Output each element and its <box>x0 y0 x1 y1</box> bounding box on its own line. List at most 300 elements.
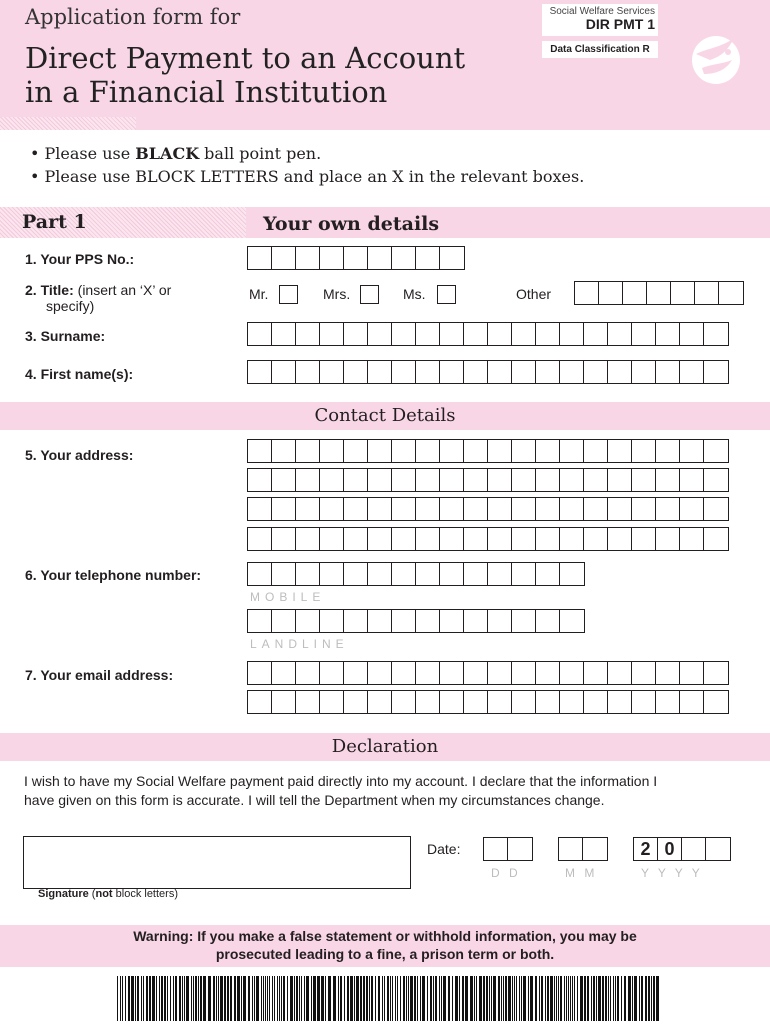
character-box[interactable] <box>272 440 296 462</box>
barcode-bar <box>256 976 259 1021</box>
character-box[interactable] <box>608 323 632 345</box>
character-box[interactable] <box>440 662 464 684</box>
character-box[interactable] <box>560 323 584 345</box>
character-box[interactable] <box>647 282 671 304</box>
character-box[interactable] <box>671 282 695 304</box>
character-box[interactable] <box>559 838 583 860</box>
character-box[interactable] <box>632 361 656 383</box>
character-box[interactable] <box>695 282 719 304</box>
mobile-hint: MOBILE <box>250 590 326 604</box>
landline-number-field[interactable] <box>247 609 585 633</box>
character-box[interactable] <box>680 440 704 462</box>
character-box[interactable] <box>368 361 392 383</box>
barcode-bar <box>164 976 166 1021</box>
character-box[interactable] <box>608 498 632 520</box>
character-box[interactable] <box>296 361 320 383</box>
character-box[interactable] <box>632 440 656 462</box>
character-box[interactable] <box>272 247 296 269</box>
character-box[interactable] <box>392 691 416 713</box>
character-box[interactable] <box>344 323 368 345</box>
character-box[interactable] <box>320 498 344 520</box>
character-box[interactable] <box>536 323 560 345</box>
character-box[interactable] <box>440 691 464 713</box>
character-box[interactable] <box>248 662 272 684</box>
character-box[interactable] <box>344 361 368 383</box>
character-box[interactable] <box>656 361 680 383</box>
character-box[interactable] <box>488 361 512 383</box>
character-box[interactable] <box>272 563 296 585</box>
character-box[interactable] <box>584 469 608 491</box>
first-names-field[interactable] <box>247 360 729 384</box>
character-box[interactable] <box>368 323 392 345</box>
mobile-number-field[interactable] <box>247 562 585 586</box>
character-box[interactable] <box>392 469 416 491</box>
barcode-bar <box>274 976 275 1021</box>
barcode-bar <box>272 976 273 1021</box>
barcode-bar <box>505 976 507 1021</box>
character-box[interactable] <box>656 691 680 713</box>
character-box[interactable] <box>416 563 440 585</box>
character-box[interactable] <box>536 563 560 585</box>
form-title-line1: Direct Payment to an Account <box>25 41 466 75</box>
character-box[interactable] <box>704 691 728 713</box>
character-box[interactable] <box>488 691 512 713</box>
character-box[interactable] <box>560 563 584 585</box>
barcode-bar <box>608 976 609 1021</box>
character-box[interactable] <box>623 282 647 304</box>
character-box[interactable] <box>320 563 344 585</box>
barcode-bar <box>443 976 446 1021</box>
character-box[interactable] <box>392 498 416 520</box>
character-box[interactable] <box>560 610 584 632</box>
barcode-bar <box>146 976 148 1021</box>
character-box[interactable] <box>368 691 392 713</box>
barcode-bar <box>408 976 409 1021</box>
character-box[interactable] <box>536 528 560 550</box>
barcode-bar <box>237 976 240 1021</box>
character-box[interactable] <box>344 528 368 550</box>
character-box[interactable] <box>575 282 599 304</box>
character-box[interactable] <box>632 528 656 550</box>
barcode-bar <box>317 976 320 1021</box>
character-box[interactable] <box>656 528 680 550</box>
barcode-bar <box>378 976 380 1021</box>
character-box[interactable] <box>248 247 272 269</box>
character-box[interactable] <box>320 440 344 462</box>
character-box[interactable] <box>488 440 512 462</box>
character-box[interactable] <box>440 498 464 520</box>
character-box[interactable] <box>632 498 656 520</box>
character-box[interactable] <box>464 323 488 345</box>
character-box[interactable] <box>440 469 464 491</box>
character-box[interactable] <box>536 440 560 462</box>
character-box[interactable] <box>464 563 488 585</box>
date-year-field[interactable] <box>633 837 731 861</box>
character-box[interactable] <box>416 610 440 632</box>
character-box[interactable] <box>488 563 512 585</box>
character-box[interactable] <box>296 323 320 345</box>
character-box[interactable] <box>632 469 656 491</box>
character-box[interactable] <box>704 440 728 462</box>
character-box[interactable] <box>584 662 608 684</box>
character-box[interactable] <box>296 498 320 520</box>
warning-line2: prosecuted leading to a fine, a prison term or both. <box>215 946 555 962</box>
barcode-bar <box>417 976 418 1021</box>
barcode-bar <box>294 976 295 1021</box>
barcode-bar <box>634 976 637 1021</box>
character-box[interactable] <box>536 469 560 491</box>
character-box[interactable] <box>440 323 464 345</box>
character-box[interactable] <box>680 469 704 491</box>
barcode-bar <box>301 976 302 1021</box>
barcode-bar <box>234 976 236 1021</box>
character-box[interactable] <box>296 691 320 713</box>
address-line-3[interactable] <box>247 497 729 521</box>
character-box[interactable] <box>344 691 368 713</box>
character-box[interactable] <box>560 469 584 491</box>
pps-label: 1. Your PPS No.: <box>25 251 135 267</box>
character-box[interactable] <box>368 247 392 269</box>
barcode-bar <box>392 976 393 1021</box>
barcode-bar <box>131 976 134 1021</box>
character-box[interactable] <box>512 563 536 585</box>
barcode-bar <box>605 976 607 1021</box>
character-box[interactable] <box>680 662 704 684</box>
barcode-bar <box>483 976 485 1021</box>
character-box[interactable] <box>368 469 392 491</box>
character-box[interactable] <box>416 469 440 491</box>
barcode-bar <box>137 976 139 1021</box>
character-box[interactable] <box>392 323 416 345</box>
title-ms-checkbox[interactable] <box>437 285 456 304</box>
barcode-bar <box>602 976 604 1021</box>
title-other-field[interactable] <box>574 281 744 305</box>
character-box[interactable] <box>560 440 584 462</box>
barcode-bar <box>591 976 592 1021</box>
character-box[interactable] <box>296 440 320 462</box>
character-box[interactable] <box>272 361 296 383</box>
barcode-bar <box>193 976 194 1021</box>
character-box[interactable] <box>656 469 680 491</box>
address-line-1[interactable] <box>247 439 729 463</box>
character-box[interactable] <box>248 528 272 550</box>
character-box[interactable] <box>344 440 368 462</box>
barcode-bar <box>287 976 288 1021</box>
character-box[interactable] <box>536 361 560 383</box>
character-box[interactable] <box>680 528 704 550</box>
character-box[interactable] <box>344 498 368 520</box>
character-box[interactable] <box>248 498 272 520</box>
character-box[interactable] <box>344 610 368 632</box>
character-box[interactable] <box>512 469 536 491</box>
character-box[interactable] <box>508 838 532 860</box>
character-box[interactable] <box>248 469 272 491</box>
character-box[interactable] <box>296 247 320 269</box>
character-box[interactable] <box>680 498 704 520</box>
character-box[interactable] <box>584 528 608 550</box>
character-box[interactable] <box>464 440 488 462</box>
barcode-bar <box>489 976 490 1021</box>
barcode-bar <box>213 976 215 1021</box>
character-box[interactable] <box>344 247 368 269</box>
character-box[interactable] <box>248 691 272 713</box>
character-box[interactable] <box>320 662 344 684</box>
character-box[interactable] <box>344 662 368 684</box>
character-box[interactable] <box>272 469 296 491</box>
character-box[interactable] <box>320 323 344 345</box>
surname-field[interactable] <box>247 322 729 346</box>
character-box[interactable] <box>656 323 680 345</box>
character-box[interactable] <box>296 528 320 550</box>
date-day-field[interactable] <box>483 837 533 861</box>
barcode-bar <box>135 976 136 1021</box>
barcode-bar <box>514 976 515 1021</box>
character-box[interactable] <box>272 528 296 550</box>
character-box[interactable] <box>320 361 344 383</box>
character-box[interactable] <box>632 662 656 684</box>
character-box[interactable] <box>704 361 728 383</box>
character-box[interactable] <box>296 563 320 585</box>
character-box[interactable] <box>608 691 632 713</box>
character-box[interactable] <box>416 691 440 713</box>
character-box[interactable] <box>512 323 536 345</box>
character-box[interactable] <box>608 440 632 462</box>
character-box[interactable] <box>512 691 536 713</box>
character-box[interactable] <box>248 563 272 585</box>
character-box[interactable] <box>320 247 344 269</box>
date-month-field[interactable] <box>558 837 608 861</box>
character-box[interactable] <box>536 662 560 684</box>
character-box[interactable] <box>464 361 488 383</box>
character-box[interactable] <box>296 469 320 491</box>
character-box[interactable] <box>344 469 368 491</box>
part1-heading: Your own details <box>263 213 440 235</box>
title-ms-label: Ms. <box>403 286 426 302</box>
barcode-bar <box>333 976 336 1021</box>
character-box[interactable] <box>392 247 416 269</box>
character-box[interactable] <box>464 610 488 632</box>
barcode-bar <box>347 976 349 1021</box>
character-box[interactable] <box>272 691 296 713</box>
character-box[interactable] <box>536 691 560 713</box>
barcode-bar <box>516 976 517 1021</box>
barcode-bar <box>363 976 365 1021</box>
character-box[interactable] <box>464 662 488 684</box>
email-line-2[interactable] <box>247 690 729 714</box>
barcode-bar <box>382 976 383 1021</box>
barcode-bar <box>420 976 421 1021</box>
character-box[interactable] <box>704 323 728 345</box>
character-box[interactable] <box>440 528 464 550</box>
character-box[interactable] <box>416 440 440 462</box>
barcode-bar <box>410 976 413 1021</box>
barcode-bar <box>179 976 181 1021</box>
character-box[interactable] <box>488 498 512 520</box>
character-box[interactable] <box>656 440 680 462</box>
character-box[interactable] <box>416 361 440 383</box>
character-box[interactable] <box>464 528 488 550</box>
character-box[interactable] <box>488 610 512 632</box>
character-box[interactable] <box>512 440 536 462</box>
character-box[interactable] <box>488 528 512 550</box>
character-box[interactable] <box>488 323 512 345</box>
character-box[interactable] <box>440 610 464 632</box>
barcode-bar <box>175 976 177 1021</box>
character-box[interactable] <box>656 498 680 520</box>
character-box[interactable] <box>368 498 392 520</box>
character-box[interactable] <box>584 323 608 345</box>
barcode-bar <box>344 976 345 1021</box>
signature-field[interactable] <box>23 836 411 889</box>
character-box[interactable] <box>392 528 416 550</box>
character-box[interactable] <box>512 662 536 684</box>
character-box[interactable] <box>512 610 536 632</box>
pps-number-field[interactable] <box>247 246 465 270</box>
character-box[interactable] <box>416 323 440 345</box>
character-box[interactable] <box>392 662 416 684</box>
character-box[interactable] <box>560 662 584 684</box>
barcode-bar <box>340 976 342 1021</box>
barcode-bar <box>593 976 595 1021</box>
character-box[interactable] <box>704 662 728 684</box>
character-box[interactable] <box>560 498 584 520</box>
barcode-bar <box>653 976 655 1021</box>
character-box[interactable] <box>296 662 320 684</box>
barcode-bar <box>400 976 401 1021</box>
character-box[interactable] <box>320 610 344 632</box>
year-digit-4[interactable] <box>706 838 730 860</box>
character-box[interactable] <box>440 247 464 269</box>
barcode-bar <box>560 976 562 1021</box>
character-box[interactable] <box>392 563 416 585</box>
barcode-bar <box>186 976 189 1021</box>
declaration-heading: Declaration <box>331 736 439 757</box>
barcode-bar <box>227 976 229 1021</box>
character-box[interactable] <box>680 323 704 345</box>
character-box[interactable] <box>584 440 608 462</box>
email-line-1[interactable] <box>247 661 729 685</box>
character-box[interactable] <box>464 498 488 520</box>
character-box[interactable] <box>320 691 344 713</box>
barcode-bar <box>369 976 370 1021</box>
character-box[interactable] <box>608 361 632 383</box>
character-box[interactable] <box>440 563 464 585</box>
barcode-bar <box>128 976 130 1021</box>
barcode-bar <box>580 976 583 1021</box>
character-box[interactable] <box>368 662 392 684</box>
character-box[interactable] <box>296 610 320 632</box>
barcode-bar <box>243 976 246 1021</box>
character-box[interactable] <box>680 691 704 713</box>
character-box[interactable] <box>464 469 488 491</box>
character-box[interactable] <box>248 361 272 383</box>
address-line-4[interactable] <box>247 527 729 551</box>
year-digit-3[interactable] <box>682 838 706 860</box>
character-box[interactable] <box>704 469 728 491</box>
barcode-bar <box>387 976 389 1021</box>
character-box[interactable] <box>484 838 508 860</box>
character-box[interactable] <box>440 440 464 462</box>
barcode-bar <box>547 976 549 1021</box>
title-mr-checkbox[interactable] <box>279 285 298 304</box>
barcode-bar <box>366 976 368 1021</box>
character-box[interactable] <box>608 528 632 550</box>
character-box[interactable] <box>488 662 512 684</box>
character-box[interactable] <box>656 662 680 684</box>
title-mrs-checkbox[interactable] <box>360 285 379 304</box>
character-box[interactable] <box>248 610 272 632</box>
character-box[interactable] <box>560 361 584 383</box>
character-box[interactable] <box>632 691 656 713</box>
character-box[interactable] <box>584 361 608 383</box>
character-box[interactable] <box>344 563 368 585</box>
character-box[interactable] <box>488 469 512 491</box>
character-box[interactable] <box>608 469 632 491</box>
character-box[interactable] <box>704 528 728 550</box>
character-box[interactable] <box>536 610 560 632</box>
character-box[interactable] <box>368 528 392 550</box>
address-line-2[interactable] <box>247 468 729 492</box>
character-box[interactable] <box>416 498 440 520</box>
barcode-bar <box>610 976 611 1021</box>
character-box[interactable] <box>392 440 416 462</box>
barcode-bar <box>216 976 217 1021</box>
character-box[interactable] <box>272 323 296 345</box>
character-box[interactable] <box>320 469 344 491</box>
character-box[interactable] <box>584 691 608 713</box>
barcode-bar <box>528 976 529 1021</box>
character-box[interactable] <box>512 361 536 383</box>
form-code-box <box>542 4 658 36</box>
character-box[interactable] <box>512 528 536 550</box>
character-box[interactable] <box>368 563 392 585</box>
character-box[interactable] <box>248 440 272 462</box>
character-box[interactable] <box>272 662 296 684</box>
character-box[interactable] <box>512 498 536 520</box>
barcode-bar <box>350 976 353 1021</box>
character-box[interactable] <box>680 361 704 383</box>
character-box[interactable] <box>248 323 272 345</box>
character-box[interactable] <box>392 610 416 632</box>
character-box[interactable] <box>584 498 608 520</box>
barcode-bar <box>149 976 151 1021</box>
character-box[interactable] <box>440 361 464 383</box>
character-box[interactable] <box>392 361 416 383</box>
character-box[interactable] <box>416 528 440 550</box>
character-box[interactable] <box>719 282 743 304</box>
character-box[interactable] <box>464 691 488 713</box>
character-box[interactable] <box>368 440 392 462</box>
character-box[interactable] <box>272 498 296 520</box>
character-box[interactable] <box>536 498 560 520</box>
character-box[interactable] <box>320 528 344 550</box>
character-box[interactable] <box>583 838 607 860</box>
character-box[interactable] <box>560 528 584 550</box>
character-box[interactable] <box>560 691 584 713</box>
character-box[interactable] <box>368 610 392 632</box>
character-box[interactable] <box>416 662 440 684</box>
character-box[interactable] <box>704 498 728 520</box>
character-box[interactable] <box>272 610 296 632</box>
character-box[interactable] <box>599 282 623 304</box>
character-box[interactable] <box>608 662 632 684</box>
barcode-bar <box>198 976 199 1021</box>
barcode-bar <box>304 976 305 1021</box>
barcode-bar <box>122 976 123 1021</box>
character-box[interactable] <box>632 323 656 345</box>
barcode-bar <box>519 976 520 1021</box>
character-box[interactable] <box>416 247 440 269</box>
